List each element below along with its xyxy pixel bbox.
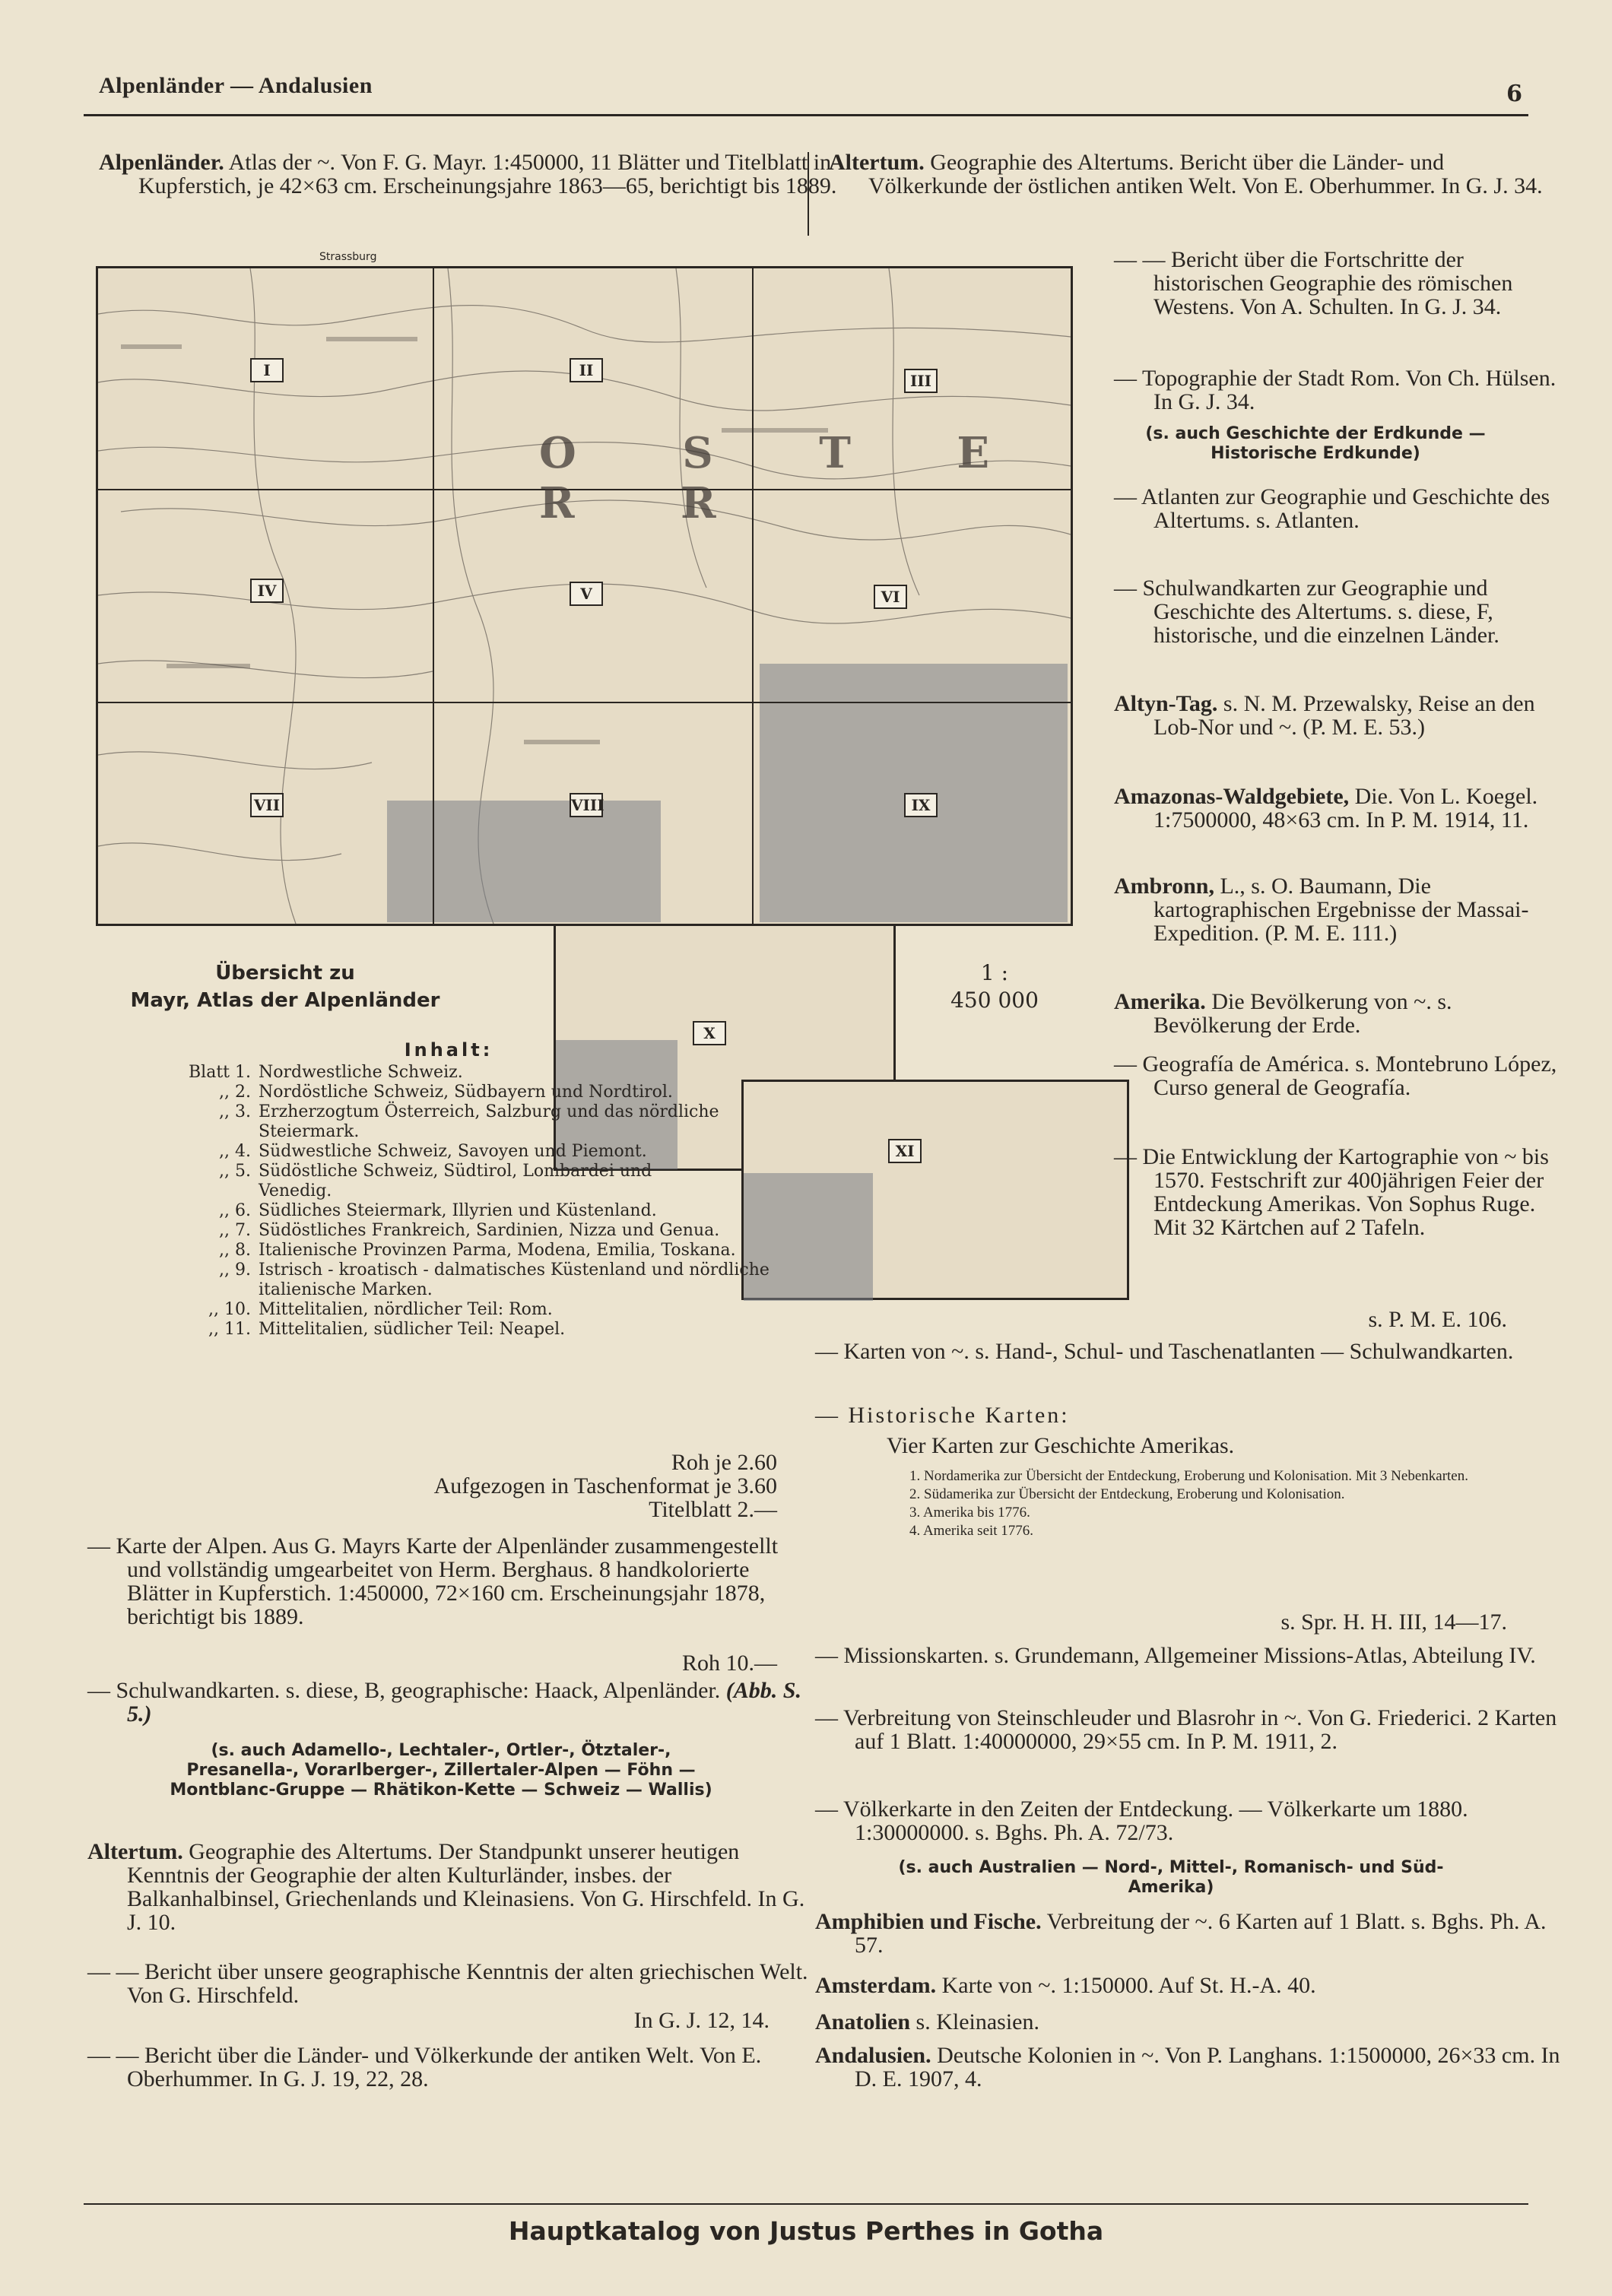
entry-reference: s. Spr. H. H. III, 14—17. [1280,1609,1507,1635]
sheet-label: XI [888,1139,922,1163]
contents-sheet-number: ,, 3. [219,1102,251,1121]
contents-sheet-number: ,, 2. [219,1083,251,1102]
sheet-label: X [693,1021,726,1045]
contents-row [167,1241,783,1261]
sheet-label: VIII [570,793,603,817]
publisher-footer: Hauptkatalog von Justus Perthes in Gotha [508,2216,1104,2246]
entry-text: Atlas der ~. Von F. G. Mayr. 1:450000, 11 Blätter und Titelblatt in Kupferstich, je 42×63 cm. Erscheinungsjahre 1863—65, berichtigt bis 1889. [138,150,837,198]
entry-amazonas [1114,785,1564,832]
entry-keyword: Amerika. [1114,989,1206,1014]
contents-sheet-number: ,, 7. [219,1221,251,1240]
entry-schulwandkarten [87,1679,815,1726]
contents-sheet-number: ,, 10. [208,1300,251,1319]
entry-text: — Schulwandkarten zur Geographie und Geschichte des Altertums. s. diese, F, historische, und die einzelnen Länder. [1114,576,1499,648]
map-scale-line: 1 : [980,960,1009,985]
price-line: Roh je 2.60 [671,1450,777,1475]
entry-keyword: Andalusien. [815,2043,931,2068]
contents-sheet-number: ,, 11. [208,1320,251,1339]
entry-steinschleuder [815,1706,1562,1753]
entry-text: — Karte der Alpen. Aus G. Mayrs Karte der Alpenländer zusammengestellt und vollständig umgearbeitet von Herm. Berghaus. 8 handkolorierte Blätter in Kupferstich. 1:450000, 72×160 cm. Erscheinungsjahr 1878, berichtigt bis 1889. [87,1533,779,1629]
entry-text: — Missionskarten. s. Grundemann, Allgemeiner Missions-Atlas, Abteilung IV. [815,1643,1536,1668]
entry-keyword: Amsterdam. [815,1973,937,1998]
contents-text: Mittelitalien, südlicher Teil: Neapel. [259,1320,566,1339]
contents-row [167,1300,730,1320]
entry-text: — Topographie der Stadt Rom. Von Ch. Hülsen. In G. J. 34. [1114,366,1556,414]
entry-schulwand-altertum [1114,576,1564,647]
entry-text: — — Bericht über unsere geographische Kenntnis der alten griechischen Welt. Von G. Hirschfeld. [87,1959,808,2008]
sheet-label: IV [250,579,284,603]
entry-text: — Die Entwicklung der Kartographie von ~ bis 1570. Festschrift zur 400jährigen Feier der Entdeckung Amerikas. Von Sophus Ruge. Mit 32 Kärtchen auf 2 Tafeln. [1114,1144,1549,1240]
sheet-label: VI [874,585,907,609]
see-also-amerika: (s. auch Australien — Nord-, Mittel-, Romanisch- und Süd-Amerika) [898,1858,1444,1897]
overview-map [96,266,1073,926]
entry-text: Die Bevölkerung von ~. s. Bevölkerung der Erde. [1153,989,1452,1038]
entry-amerika [1114,990,1564,1037]
entry-amphibien [815,1910,1562,1957]
entry-altertum-left [87,1840,815,1934]
ligurian-sea [387,801,661,922]
entry-altertum-antik [87,2044,815,2091]
price-line: Aufgezogen in Taschenformat je 3.60 [433,1473,777,1498]
entry-text: — — Bericht über die Fortschritte der historischen Geographie des römischen Westens. Von A. Schulten. In G. J. 34. [1114,247,1513,319]
sheet-label: VII [250,793,284,817]
contents-sheet-number: ,, 5. [219,1162,251,1181]
contents-row [167,1102,730,1142]
contents-row [167,1261,783,1300]
entry-andalusien [815,2044,1562,2091]
running-head: Alpenländer — Andalusien [99,73,373,98]
contents-text: Erzherzogtum Österreich, Salzburg und das nördliche Steiermark. [259,1102,719,1141]
entry-text: s. N. M. Przewalsky, Reise an den Lob-Nor und ~. (P. M. E. 53.) [1153,691,1535,740]
contents-text: Südöstliche Schweiz, Südtirol, Lombardei und Venedig. [259,1162,652,1200]
entry-text: Die. Von L. Koegel. 1:7500000, 48×63 cm. In P. M. 1914, 11. [1153,784,1538,832]
entry-keyword: Altertum. [829,150,925,175]
contents-row [167,1083,730,1102]
contents-text: Italienische Provinzen Parma, Modena, Emilia, Toskana. [259,1241,736,1260]
header-rule [84,114,1528,116]
sheet-label: V [570,582,603,606]
entry-reference: In G. J. 12, 14. [633,2008,770,2033]
map-extension-lower [741,1080,1129,1300]
sheet-grid-line [433,268,434,924]
entry-keyword: Alpenländer. [99,150,224,175]
historical-map-item: 2. Südamerika zur Übersicht der Entdeckung, Eroberung und Kolonisation. [909,1486,1345,1502]
entry-text: — Verbreitung von Steinschleuder und Blasrohr in ~. Von G. Friederici. 2 Karten auf 1 Blatt. 1:40000000, 29×55 cm. In P. M. 1911, 2. [815,1705,1557,1754]
entry-fortschritte [1114,248,1564,319]
contents-row [167,1142,730,1162]
entry-keyword: Altertum. [87,1839,183,1864]
map-overview-title-line: Übersicht zu [215,962,355,985]
contents-text: Südöstliches Frankreich, Sardinien, Nizza und Genua. [259,1221,720,1240]
contents-title: Inhalt: [404,1039,493,1061]
see-also-erdkunde: (s. auch Geschichte der Erdkunde — Historische Erdkunde) [1145,424,1486,463]
entry-keyword: Anatolien [815,2009,911,2034]
entry-karte-alpen [87,1534,815,1628]
map-scale [934,959,1055,1014]
entry-keyword: Amazonas-Waldgebiete, [1114,784,1350,809]
price-line: Titelblatt 2.— [649,1497,777,1522]
map-overview-title-line: Mayr, Atlas der Alpenländer [130,989,440,1012]
historical-map-item: 4. Amerika seit 1776. [909,1523,1034,1539]
entry-voelkerkarte [815,1797,1562,1844]
contents-sheet-number: Blatt 1. [189,1063,251,1082]
historical-map-item: 1. Nordamerika zur Übersicht der Entdeckung, Eroberung und Kolonisation. Mit 3 Nebenkarten. [909,1468,1468,1484]
entry-ambronn [1114,874,1564,945]
entry-text: — Atlanten zur Geographie und Geschichte des Altertums. s. Atlanten. [1114,484,1550,533]
entry-missionskarten [815,1644,1562,1667]
footer-rule [84,2203,1528,2205]
sheet-label: III [904,369,938,393]
contents-row [167,1201,730,1221]
contents-row [167,1162,730,1201]
entry-text: — — Bericht über die Länder- und Völkerkunde der antiken Welt. Von E. Oberhummer. In G. J. 19, 22, 28. [87,2043,762,2091]
figure-reference: (Abb. S. 5.) [127,1678,801,1727]
historical-map-item: 3. Amerika bis 1776. [909,1505,1030,1521]
entry-text: — Karten von ~. s. Hand-, Schul- und Taschenatlanten — Schulwandkarten. [815,1339,1514,1364]
contents-text: Südliches Steiermark, Illyrien und Küstenland. [259,1201,657,1220]
sheet-label: II [570,358,603,382]
entry-amsterdam [815,1974,1562,1997]
entry-text: — Völkerkarte in den Zeiten der Entdeckung. — Völkerkarte um 1880. 1:30000000. s. Bghs. Ph. A. 72/73. [815,1797,1468,1845]
contents-list [167,1039,770,1340]
entry-altyn-tag [1114,692,1564,739]
map-top-label: Strassburg [319,251,377,263]
entry-text: s. Kleinasien. [915,2009,1039,2034]
see-also-alpen: (s. auch Adamello-, Lechtaler-, Ortler-, Ötztaler-, Presanella-, Vorarlberger-, Zillertaler-Alpen — Föhn — Montblanc-Gruppe — Rhätikon-Kette — Schweiz — Wallis) [170,1741,712,1800]
entry-text: — Historische Karten: [815,1403,1070,1428]
entry-keyword: Amphibien und Fische. [815,1909,1042,1934]
historical-maps-list [909,1467,1518,1540]
entry-vier-karten: Vier Karten zur Geschichte Amerikas. [887,1433,1235,1458]
contents-row [167,1221,730,1241]
sheet-label: I [250,358,284,382]
map-scale-line: 450 000 [950,988,1039,1013]
contents-text: Nordöstliche Schweiz, Südbayern und Nordtirol. [259,1083,673,1102]
entry-altertum-right [829,151,1556,198]
sheet-label: IX [904,793,938,817]
map-overview-title [114,959,456,1014]
contents-sheet-number: ,, 9. [219,1261,251,1280]
entry-topographie [1114,366,1564,414]
entry-karten-von [815,1340,1562,1363]
entry-entwicklung [1114,1145,1564,1239]
page-number: 6 [1506,81,1522,107]
entry-text: L., s. O. Baumann, Die kartographischen Ergebnisse der Massai-Expedition. (P. M. E. 111.) [1153,874,1529,946]
contents-row [167,1063,730,1083]
entry-price: Roh 10.— [681,1651,777,1676]
entry-text: Deutsche Kolonien in ~. Von P. Langhans. 1:1500000, 26×33 cm. In D. E. 1907, 4. [855,2043,1560,2091]
contents-text: Mittelitalien, nördlicher Teil: Rom. [259,1300,553,1319]
entry-historische-karten [815,1403,1522,1427]
entry-alpenlaender [99,151,838,198]
entry-altertum-griechisch [87,1960,815,2007]
entry-reference: s. P. M. E. 106. [1368,1307,1507,1332]
map-big-letters: O S T E R R [539,428,1036,528]
entry-atlanten [1114,485,1564,532]
contents-sheet-number: ,, 6. [219,1201,251,1220]
entry-geografia [1114,1052,1564,1099]
sheet-grid-line [98,702,1071,703]
contents-text: Südwestliche Schweiz, Savoyen und Piemont. [259,1142,647,1161]
entry-text: — Geografía de América. s. Montebruno López, Curso general de Geografía. [1114,1051,1557,1100]
contents-text: Nordwestliche Schweiz. [259,1063,463,1082]
contents-sheet-number: ,, 4. [219,1142,251,1161]
entry-text: Geographie des Altertums. Bericht über die Länder- und Völkerkunde der östlichen antiken Welt. Von E. Oberhummer. In G. J. 34. [868,150,1543,198]
entry-text: — Schulwandkarten. s. diese, B, geographische: Haack, Alpenländer. [87,1678,721,1703]
sheet-grid-line [752,268,754,924]
entry-text: Verbreitung der ~. 6 Karten auf 1 Blatt. s. Bghs. Ph. A. 57. [855,1909,1547,1958]
entry-keyword: Ambronn, [1114,874,1214,899]
contents-text: Istrisch - kroatisch - dalmatisches Küstenland und nördliche italienische Marken. [259,1261,770,1299]
contents-row [167,1320,730,1340]
entry-text: Karte von ~. 1:150000. Auf St. H.-A. 40. [941,1973,1316,1998]
price-list [304,1451,777,1521]
entry-keyword: Altyn-Tag. [1114,691,1218,716]
entry-text: Geographie des Altertums. Der Standpunkt unserer heutigen Kenntnis der Geographie der alten Kulturländer, insbes. der Balkanhalbinsel, Griechenlands und Kleinasiens. Von G. Hirschfeld. In G. J. 10. [127,1839,805,1935]
entry-anatolien [815,2010,1562,2034]
contents-sheet-number: ,, 8. [219,1241,251,1260]
